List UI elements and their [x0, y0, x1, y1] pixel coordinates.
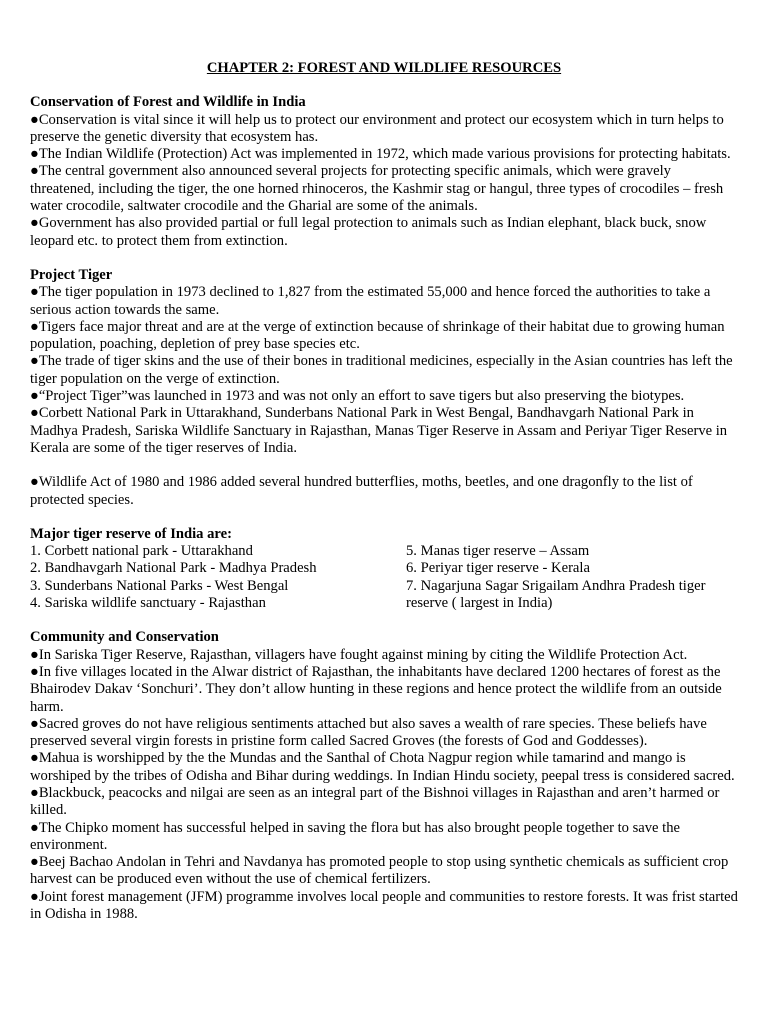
tiger-reserve-list-right: [406, 543, 736, 612]
list-item: ● In five villages located in the Alwar district of Rajasthan, the inhabitants have declared 1200 hectares of forest as the Bhairodev Dakav ‘Sonchuri’. They don’t allow hunting in these regions and hence protect the wildlife from an outside harm.: [30, 664, 738, 716]
section-heading: Conservation of Forest and Wildlife in India: [30, 94, 306, 111]
list-item: ● Wildlife Act of 1980 and 1986 added several hundred butterflies, moths, beetles, and one dragonfly to the list of protected species.: [30, 474, 738, 509]
list-item: ● Corbett National Park in Uttarakhand, Sunderbans National Park in West Bengal, Bandhavgarh National Park in Madhya Pradesh, Sariska Wildlife Sanctuary in Rajasthan, Manas Tiger Reserve in Assam and Periyar Tiger Reserve in Kerala are some of the tiger reserves of India.: [30, 405, 738, 457]
list-item: ● The tiger population in 1973 declined to 1,827 from the estimated 55,000 and hence forced the authorities to take a serious action towards the same.: [30, 284, 738, 319]
list-item: 5. Manas tiger reserve – Assam: [406, 543, 590, 560]
list-item: ● Blackbuck, peacocks and nilgai are seen as an integral part of the Bishnoi villages in Rajasthan and aren’t harmed or killed.: [30, 785, 738, 820]
list-item: ● The trade of tiger skins and the use of their bones in traditional medicines, especially in the Asian countries has left the tiger population on the verge of extinction.: [30, 353, 738, 388]
section-heading: Community and Conservation: [30, 629, 219, 646]
bullet-list: [30, 647, 738, 924]
list-item: 3. Sunderbans National Parks - West Bengal: [30, 577, 289, 594]
bullet-list: [30, 474, 738, 509]
list-item: ● Sacred groves do not have religious sentiments attached but also saves a wealth of rare species. These beliefs have preserved several virgin forests in pristine form called Sacred Groves (the forests of God and Goddesses).: [30, 716, 738, 751]
list-item: ● In Sariska Tiger Reserve, Rajasthan, villagers have fought against mining by citing the Wildlife Protection Act.: [30, 647, 738, 664]
list-item: ● The central government also announced several projects for protecting specific animals, which were gravely threatened, including the tiger, the one horned rhinoceros, the Kashmir stag or hangul, three types of crocodiles – fresh water crocodile, saltwater crocodile and the Gharial are some of the animals.: [30, 163, 738, 215]
list-item: 1. Corbett national park - Uttarakhand: [30, 543, 253, 560]
list-item: 2. Bandhavgarh National Park - Madhya Pradesh: [30, 560, 317, 577]
list-item: ● The Chipko moment has successful helped in saving the flora but has also brought people together to save the environment.: [30, 820, 738, 855]
list-item: 7. Nagarjuna Sagar Srigailam Andhra Pradesh tiger reserve ( largest in India): [406, 577, 706, 612]
section-heading: Project Tiger: [30, 266, 113, 283]
section-project-tiger: [30, 267, 738, 509]
list-item: ● Conservation is vital since it will help us to protect our environment and protect our ecosystem which in turn helps to preserve the genetic diversity that ecosystem has.: [30, 112, 738, 147]
section-tiger-reserves: [30, 526, 738, 612]
list-item: ● Joint forest management (JFM) programme involves local people and communities to restore forests. It was frist started in Odisha in 1988.: [30, 889, 738, 924]
list-item: 4. Sariska wildlife sanctuary - Rajasthan: [30, 595, 266, 612]
list-item: ● The Indian Wildlife (Protection) Act was implemented in 1972, which made various provisions for protecting habitats.: [30, 146, 738, 163]
list-item: 6. Periyar tiger reserve - Kerala: [406, 560, 590, 577]
tiger-reserve-list-left: [30, 543, 406, 612]
list-item: ● Beej Bachao Andolan in Tehri and Navdanya has promoted people to stop using synthetic chemicals as sufficient crop harvest can be produced even without the use of chemical fertilizers.: [30, 854, 738, 889]
section-conservation: [30, 94, 738, 250]
list-item: ● Tigers face major threat and are at the verge of extinction because of shrinkage of their habitat due to growing human population, poaching, depletion of prey base species etc.: [30, 319, 738, 354]
list-item: ● “Project Tiger”was launched in 1973 and was not only an effort to save tigers but also preserving the biotypes.: [30, 388, 738, 405]
bullet-list: [30, 112, 738, 250]
list-item: ● Mahua is worshipped by the the Mundas and the Santhal of Chota Nagpur region while tamarind and mango is worshiped by the tribes of Odisha and Bihar during weddings. In Indian Hindu society, peepal tress is considered sacred.: [30, 750, 738, 785]
chapter-title: CHAPTER 2: FOREST AND WILDLIFE RESOURCES: [206, 60, 562, 76]
tiger-reserve-columns: [30, 543, 738, 612]
section-heading: Major tiger reserve of India are:: [30, 525, 232, 542]
section-community: [30, 629, 738, 923]
bullet-list: [30, 284, 738, 457]
list-item: ● Government has also provided partial or full legal protection to animals such as Indian elephant, black buck, snow leopard etc. to protect them from extinction.: [30, 215, 738, 250]
